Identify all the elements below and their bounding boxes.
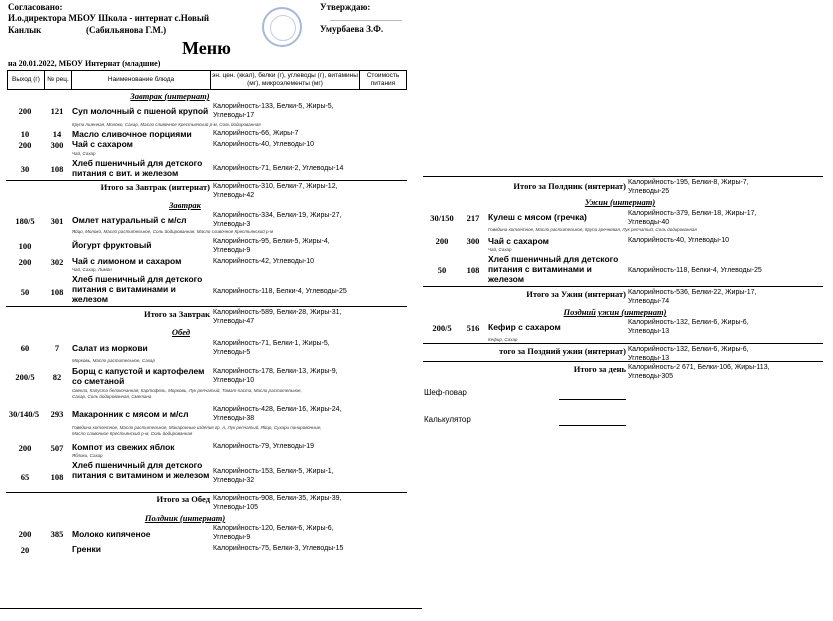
subtotal-label: Итого за Завтрак <box>143 309 210 319</box>
chef-label: Шеф-повар <box>424 388 467 397</box>
divider <box>423 343 823 344</box>
director-line: И.о.директора МБОУ Школа - интернат с.Новый <box>8 13 210 23</box>
subtotal-nutrition: Калорийность-195, Белки-8, Жиры-7, Углеводы-25 <box>628 179 749 195</box>
dish-name: Молоко кипяченое <box>72 529 151 539</box>
recipe: 108 <box>50 287 64 297</box>
yield: 200 <box>18 257 32 267</box>
column-header <box>7 70 407 90</box>
composition: Яйцо, Молоко, Масло растительное, Соль йодированная, Масло сливочное Крестьянский р-м <box>72 229 274 234</box>
calculator-signature-line <box>559 425 626 426</box>
yield: 50 <box>20 287 30 297</box>
dish-name: Хлеб пшеничный для детского питания с витаминами и железом <box>72 274 203 304</box>
nutrition: Калорийность-133, Белки-5, Жиры-5, Углеводы-17 <box>213 103 334 119</box>
composition: Чай, Сахар, Лимон <box>72 267 112 272</box>
nutrition: Калорийность-40, Углеводы-10 <box>628 237 729 244</box>
section-title-breakfast-internat: Завтрак (интернат) <box>130 91 210 101</box>
yield: 30/140/5 <box>8 409 40 419</box>
composition: Чай, Сахар <box>72 151 96 156</box>
subtotal-label: Итого за Обед <box>156 494 210 504</box>
yield: 200 <box>18 106 32 116</box>
recipe: 300 <box>50 140 64 150</box>
nutrition: Калорийность-79, Углеводы-19 <box>213 443 314 450</box>
nutrition: Калорийность-71, Белки-2, Углеводы-14 <box>213 165 344 172</box>
subtotal-nutrition: Калорийность-589, Белки-28, Жиры-31, Углеводы-47 <box>213 309 342 325</box>
recipe: 82 <box>52 372 62 382</box>
yield: 10 <box>20 129 30 139</box>
recipe: 217 <box>466 213 480 223</box>
section-title-breakfast: Завтрак <box>169 200 201 210</box>
dish-name: Масло сливочное порциями <box>72 129 192 139</box>
col-nutrition: эн. цен. (ккал), белки (г), углеводы (г), витамины (мг), микроэлементы (мг) <box>211 71 360 90</box>
yield: 200/5 <box>15 372 35 382</box>
yield: 200 <box>18 443 32 453</box>
dish-name: Кулеш с мясом (гречка) <box>488 212 587 222</box>
col-recipe: № рец. <box>45 71 72 90</box>
approver-name: Умурбаева З.Ф. <box>320 24 384 34</box>
nutrition: Калорийность-118, Белки-4, Углеводы-25 <box>628 267 762 274</box>
composition: Свекла, Капуста белокочанная, Картофель, Морковь, Лук репчатый, Томат-паста, Масло растительное, Сахар, Соль йодированная, Сметана <box>72 388 302 399</box>
dish-name: Гренки <box>72 544 102 554</box>
nutrition: Калорийность-178, Белки-13, Жиры-9, Углеводы-10 <box>213 368 338 384</box>
subtotal-nutrition: Калорийность-908, Белки-35, Жиры-39, Углеводы-105 <box>213 495 342 511</box>
subtotal-nutrition: Калорийность-536, Белки-22, Жиры-17, Углеводы-74 <box>628 289 757 305</box>
nutrition: Калорийность-75, Белки-3, Углеводы-15 <box>213 545 344 552</box>
divider <box>423 176 823 177</box>
divider <box>6 492 407 493</box>
composition: Говядина котлетное, Масло растительное, Макаронные изделия гр. А, Лук репчатый, Яйцо, Сухари панировочные, Масло сливочное Крестьянский р-м, Соль йодированная <box>72 425 322 436</box>
dish-name: Йогурт фруктовый <box>72 240 152 250</box>
dish-name: Макаронник с мясом и м/сл <box>72 409 189 419</box>
nutrition: Калорийность-428, Белки-16, Жиры-24, Углеводы-38 <box>213 406 342 422</box>
nutrition: Калорийность-379, Белки-18, Жиры-17, Углеводы-40 <box>628 210 757 226</box>
yield: 60 <box>20 343 30 353</box>
nutrition: Калорийность-66, Жиры-7 <box>213 130 299 137</box>
dish-name: Суп молочный с пшеной крупой <box>72 106 209 116</box>
recipe: 293 <box>50 409 64 419</box>
page-bottom-line <box>0 608 422 609</box>
divider <box>6 306 407 307</box>
composition: Крупа пшенная, Молоко, Сахар, Масло сливочное Крестьянский р-м, Соль йодированная <box>72 122 261 127</box>
subtotal-label: Итого за Полдник (интернат) <box>513 181 626 191</box>
recipe: 516 <box>466 323 480 333</box>
nutrition: Калорийность-118, Белки-4, Углеводы-25 <box>213 288 347 295</box>
day-total-label: Итого за день <box>573 364 626 374</box>
place: Канлык <box>8 25 42 35</box>
dish-name: Чай с сахаром <box>72 139 133 149</box>
section-title-dinner: Ужин (интернат) <box>584 197 656 207</box>
yield: 180/5 <box>15 216 35 226</box>
subtotal-nutrition: Калорийность-310, Белки-7, Жиры-12, Углеводы-42 <box>213 183 338 199</box>
dish-name: Хлеб пшеничный для детского питания с вит. и железом <box>72 158 203 178</box>
yield: 200/5 <box>432 323 452 333</box>
yield: 20 <box>20 545 30 555</box>
composition: Яблоки, Сахар <box>72 453 103 458</box>
nutrition: Калорийность-153, Белки-5, Жиры-1, Углеводы-32 <box>213 468 334 484</box>
recipe: 108 <box>50 164 64 174</box>
dish-name: Борщ с капустой и картофелем со сметаной <box>72 366 205 386</box>
recipe: 301 <box>50 216 64 226</box>
recipe: 302 <box>50 257 64 267</box>
divider <box>423 361 823 362</box>
nutrition: Калорийность-42, Углеводы-10 <box>213 258 314 265</box>
yield: 200 <box>435 236 449 246</box>
day-total-nutrition: Калорийность-2 671, Белки-106, Жиры-113, Углеводы-305 <box>628 364 770 380</box>
dish-name: Чай с сахаром <box>488 236 549 246</box>
chef-signature-line <box>559 399 626 400</box>
nutrition: Калорийность-334, Белки-19, Жиры-27, Углеводы-3 <box>213 212 342 228</box>
divider <box>423 286 823 287</box>
divider <box>6 180 407 181</box>
composition: Кефир, Сахар <box>488 337 518 342</box>
col-cost: Стоимость питания <box>360 71 407 90</box>
recipe: 108 <box>466 265 480 275</box>
dish-name: Хлеб пшеничный для детского питания с витамином и железом <box>72 460 210 480</box>
signature-line <box>330 20 402 21</box>
recipe: 108 <box>50 472 64 482</box>
dish-name: Салат из моркови <box>72 343 148 353</box>
subtotal-label: Итого за Ужин (интернат) <box>526 289 626 299</box>
subtotal-nutrition: Калорийность-132, Белки-6, Жиры-6, Углеводы-13 <box>628 346 749 362</box>
section-title-late-dinner: Поздний ужин (интернат) <box>563 307 667 317</box>
composition: Чай, Сахар <box>488 247 512 252</box>
page-title: Меню <box>182 38 231 58</box>
yield: 50 <box>437 265 447 275</box>
col-yield: Выход (г) <box>8 71 45 90</box>
col-name: Наименование блюда <box>72 71 211 90</box>
recipe: 385 <box>50 529 64 539</box>
recipe: 7 <box>54 343 60 353</box>
recipe: 14 <box>52 129 62 139</box>
section-title-snack: Полдник (интернат) <box>144 513 226 523</box>
agreed-label: Согласовано: <box>8 2 63 12</box>
nutrition: Калорийность-71, Белки-1, Жиры-5, Углеводы-5 <box>213 340 330 356</box>
stamp-icon <box>262 7 302 47</box>
yield: 30 <box>20 164 30 174</box>
approved-label: Утверждаю: <box>320 2 371 12</box>
yield: 65 <box>20 472 30 482</box>
yield: 200 <box>18 529 32 539</box>
recipe: 121 <box>50 106 64 116</box>
nutrition: Калорийность-120, Белки-6, Жиры-6, Углеводы-9 <box>213 525 334 541</box>
recipe: 507 <box>50 443 64 453</box>
yield: 200 <box>18 140 32 150</box>
subtotal-label: того за Поздний ужин (интернат) <box>499 346 626 356</box>
nutrition: Калорийность-40, Углеводы-10 <box>213 141 314 148</box>
dish-name: Хлеб пшеничный для детского питания с витаминами и железом <box>488 254 619 284</box>
dish-name: Кефир с сахаром <box>488 322 561 332</box>
composition: Говядина котлетное, Масло растительное, Крупа гречневая, Лук репчатый, Соль йодированная <box>488 227 697 232</box>
calculator-label: Калькулятор <box>424 415 471 424</box>
yield: 30/150 <box>430 213 454 223</box>
yield: 100 <box>18 241 32 251</box>
recipe: 300 <box>466 236 480 246</box>
composition: Морковь, Масло растительное, Сахар <box>72 358 155 363</box>
nutrition: Калорийность-132, Белки-6, Жиры-6, Углеводы-13 <box>628 319 749 335</box>
subtotal-label: Итого за Завтрак (интернат) <box>100 182 210 192</box>
dish-name: Компот из свежих яблок <box>72 442 175 452</box>
director-name: (Сабильянова Г.М.) <box>86 25 167 35</box>
dish-name: Чай с лимоном и сахаром <box>72 256 182 266</box>
nutrition: Калорийность-95, Белки-5, Жиры-4, Углеводы-9 <box>213 238 330 254</box>
page-subtitle: на 20.01.2022, МБОУ Интернат (младшие) <box>8 59 161 68</box>
dish-name: Омлет натуральный с м/сл <box>72 215 187 225</box>
section-title-lunch: Обед <box>171 327 191 337</box>
